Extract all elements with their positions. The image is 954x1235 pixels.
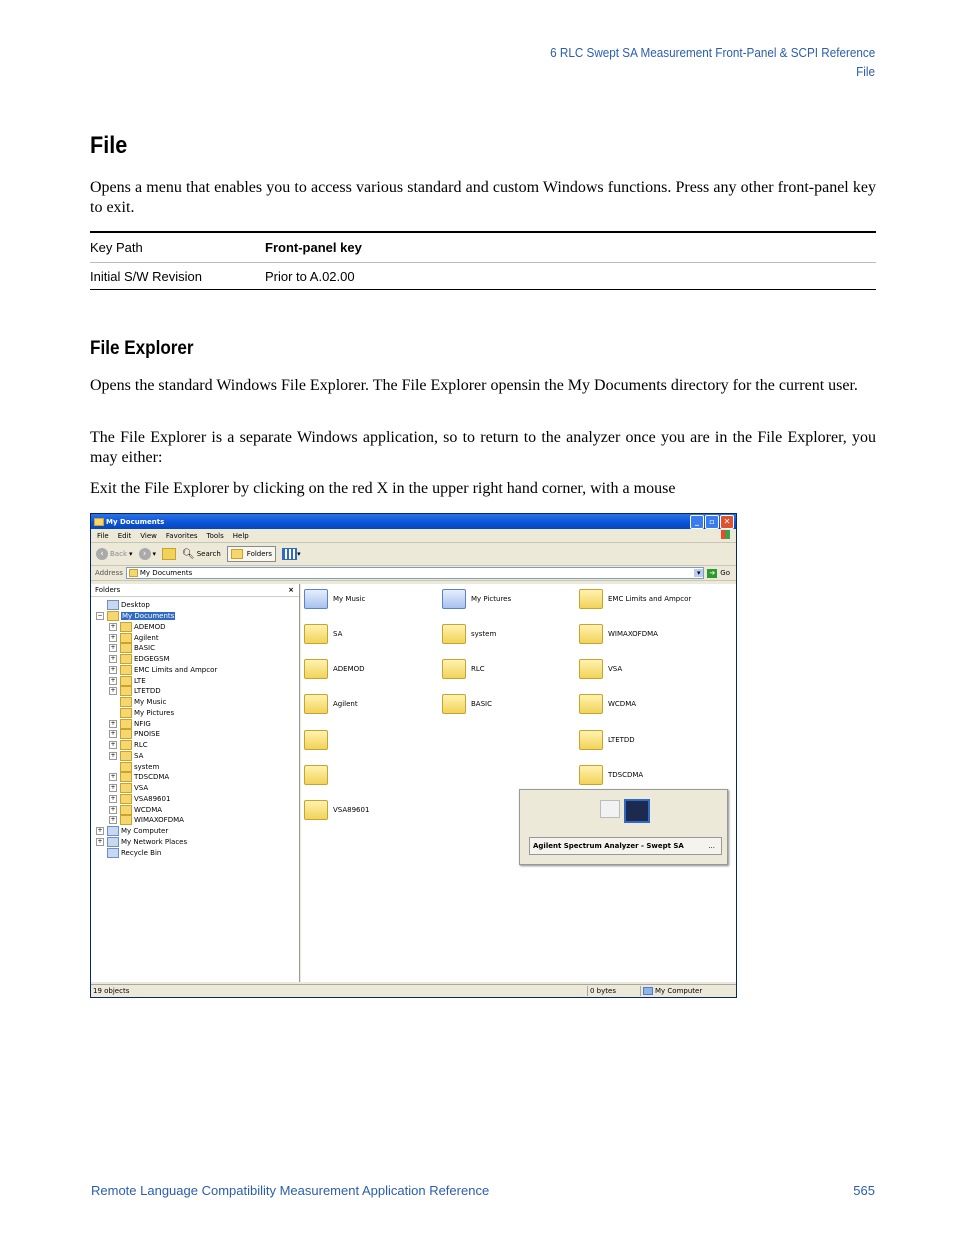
tree-item-label: BASIC (134, 644, 155, 653)
file-list-item-label: ADEMOD (333, 665, 365, 673)
explorer-window (90, 513, 737, 998)
expand-icon[interactable]: + (110, 773, 116, 781)
tree-item[interactable] (91, 622, 299, 633)
paragraph: The File Explorer is a separate Windows application, so to return to the analyzer once you are in the File Explorer, you may either: (90, 429, 876, 466)
footer-title: Remote Language Compatibility Measurement Application Reference (91, 1183, 490, 1198)
file-list-item-label: My Pictures (471, 595, 512, 603)
folders-button[interactable] (227, 546, 276, 562)
expand-icon[interactable]: + (110, 751, 116, 759)
key-table (90, 231, 876, 290)
file-list-item[interactable] (304, 694, 358, 714)
status-location (641, 986, 702, 996)
search-button[interactable] (182, 549, 221, 560)
tree-item-label: My Music (134, 698, 167, 707)
expand-icon[interactable]: + (110, 687, 116, 695)
table-cell-label: Key Path (90, 240, 143, 255)
expand-icon[interactable]: + (110, 676, 116, 684)
folder-icon (129, 569, 138, 577)
paragraph: Exit the File Explorer by clicking on the red X in the upper right hand corner, with a mouse (90, 480, 676, 497)
file-list-item[interactable] (304, 800, 369, 820)
back-arrow-icon: ‹ (96, 548, 108, 560)
spectrum-analyzer-app-icon[interactable] (624, 799, 650, 823)
intro-paragraph: Opens a menu that enables you to access various standard and custom Windows functions. Press any other front-panel key to exit. (90, 179, 876, 216)
minimize-button[interactable]: _ (690, 515, 704, 529)
address-value: My Documents (139, 569, 193, 577)
tree-item-label: Agilent (134, 633, 159, 642)
tree-item-label: WIMAXOFDMA (134, 816, 184, 825)
tree-item[interactable] (91, 718, 299, 729)
folder-icon (120, 794, 132, 804)
tree-item[interactable] (91, 826, 299, 837)
table-row (90, 262, 876, 289)
tree-item-label: LTETDD (134, 687, 161, 696)
tree-item-label: ADEMOD (134, 622, 166, 631)
forward-arrow-icon: › (139, 548, 151, 560)
views-button[interactable] (282, 548, 301, 560)
tree-item-label: EDGEGSM (134, 655, 170, 664)
tree-item[interactable] (91, 643, 299, 654)
tree-item[interactable] (91, 783, 299, 794)
folder-icon (579, 624, 603, 644)
folder-icon (120, 708, 132, 718)
views-icon (282, 548, 297, 560)
file-list-item[interactable] (304, 624, 342, 644)
tree-spacer (96, 601, 104, 609)
collapse-icon[interactable]: − (97, 612, 103, 620)
expand-icon[interactable]: + (110, 730, 116, 738)
file-list-item-label: RLC (471, 665, 485, 673)
tree-item[interactable] (91, 665, 299, 676)
folder-icon (120, 772, 132, 782)
address-bar (91, 566, 736, 581)
folder-icon (120, 762, 132, 772)
file-list-item-label: SA (333, 630, 343, 638)
file-list-item-label: WIMAXOFDMA (608, 630, 658, 638)
tree-item-label: Recycle Bin (121, 848, 162, 857)
file-list-item[interactable] (442, 624, 496, 644)
tree-item[interactable] (91, 761, 299, 772)
folder-icon (120, 622, 132, 632)
expand-icon[interactable]: + (110, 644, 116, 652)
task-switcher-label (529, 837, 722, 855)
tree-item-label: Desktop (121, 601, 150, 610)
folder-icon (304, 730, 328, 750)
tree-item-label: My Pictures (134, 708, 175, 717)
task-switcher (519, 789, 728, 865)
menu-file[interactable]: File (97, 531, 109, 540)
tree-item-label: VSA (134, 784, 149, 793)
tree-item[interactable] (91, 837, 299, 848)
chevron-down-icon: ▾ (297, 550, 301, 558)
folder-icon (579, 589, 603, 609)
tree-item[interactable] (91, 794, 299, 805)
folder-icon (120, 815, 132, 825)
system-icon (107, 600, 119, 610)
my-computer-icon (643, 987, 653, 995)
folder-icon (579, 765, 603, 785)
tree-item[interactable] (91, 751, 299, 762)
file-list-item-label: VSA (608, 665, 623, 673)
folder-icon (120, 729, 132, 739)
expand-icon[interactable]: + (97, 837, 103, 845)
table-cell-label: Initial S/W Revision (90, 268, 202, 284)
folder-icon (120, 643, 132, 653)
address-label: Address (95, 569, 123, 577)
tree-item-label: WCDMA (134, 805, 163, 814)
expand-icon[interactable]: + (97, 827, 103, 835)
expand-icon[interactable]: + (110, 665, 116, 673)
folder-icon (120, 665, 132, 675)
tree-item[interactable] (91, 729, 299, 740)
tree-item-label: PNOISE (134, 730, 160, 739)
chevron-down-icon: ▾ (129, 550, 133, 558)
file-list-item[interactable] (442, 659, 485, 679)
go-label[interactable]: Go (720, 569, 730, 577)
menu-edit[interactable]: Edit (117, 531, 132, 540)
file-list-item[interactable] (442, 694, 492, 714)
tree-item[interactable] (91, 804, 299, 815)
system-icon (107, 848, 119, 858)
expand-icon[interactable]: + (110, 655, 116, 663)
folders-label: Folders (246, 550, 273, 558)
back-label: Back (110, 550, 127, 558)
folder-icon (120, 633, 132, 643)
file-list-item[interactable] (442, 589, 511, 609)
file-list-item[interactable] (579, 730, 635, 750)
windows-logo-icon (721, 530, 730, 539)
folder-icon (107, 611, 119, 621)
tree-spacer (109, 709, 117, 717)
forward-button[interactable] (139, 548, 157, 560)
expand-icon[interactable]: + (110, 719, 116, 727)
close-icon[interactable]: × (288, 586, 294, 594)
running-header-chapter: 6 RLC Swept SA Measurement Front-Panel & SCPI Reference (549, 45, 875, 60)
menu-favorites[interactable]: Favorites (165, 531, 198, 540)
file-list-item[interactable] (579, 624, 658, 644)
table-row (90, 233, 876, 262)
address-input[interactable] (126, 567, 704, 579)
file-list-item[interactable] (579, 765, 643, 785)
page-number: 565 (853, 1183, 875, 1198)
folder-icon (442, 589, 466, 609)
status-bar (91, 984, 736, 997)
paragraph: Opens the standard Windows File Explorer. The File Explorer opensin the My Documents directory for the current user. (90, 377, 858, 394)
file-list-item[interactable] (304, 589, 365, 609)
folders-pane-header (91, 584, 299, 597)
search-icon: 🔍︎ (182, 548, 195, 560)
folder-icon (94, 518, 104, 526)
window-titlebar[interactable] (91, 514, 736, 529)
folder-icon (120, 740, 132, 750)
status-objects: 19 objects (91, 986, 588, 996)
file-list-item[interactable] (579, 589, 691, 609)
chevron-down-icon[interactable]: ▾ (694, 569, 703, 577)
explorer-content (91, 584, 736, 995)
tree-item[interactable] (91, 654, 299, 665)
folders-pane (91, 584, 300, 982)
folder-icon (231, 549, 243, 559)
status-size: 0 bytes (588, 986, 641, 996)
tree-spacer (109, 698, 117, 706)
file-list-item-label: WCDMA (608, 700, 637, 708)
tree-item-label: EMC Limits and Ampcor (134, 665, 218, 674)
table-cell-value: Front-panel key (265, 240, 362, 255)
chevron-down-icon: ▾ (152, 550, 157, 558)
expand-icon[interactable]: + (110, 622, 116, 630)
expand-icon[interactable]: + (110, 784, 116, 792)
file-list-item-label: LTETDD (608, 736, 635, 744)
file-list-pane (301, 584, 736, 982)
file-list-item[interactable] (304, 659, 365, 679)
folder-icon (442, 659, 466, 679)
tree-item-label: My Documents (122, 612, 175, 621)
folders-pane-title: Folders (95, 586, 121, 594)
folder-icon (120, 783, 132, 793)
tree-item-label: system (134, 762, 160, 771)
folder-icon (120, 719, 132, 729)
file-list-item-label: VSA89601 (333, 806, 370, 814)
folder-icon (579, 659, 603, 679)
folder-tree (91, 597, 299, 858)
explorer-app-icon[interactable] (600, 800, 620, 818)
tree-item-label: My Network Places (121, 837, 188, 846)
folder-icon (579, 694, 603, 714)
folder-icon (304, 624, 328, 644)
back-button[interactable] (96, 548, 133, 560)
status-location-label: My Computer (655, 987, 703, 995)
file-list-item-label: EMC Limits and Ampcor (608, 595, 692, 603)
menu-view[interactable]: View (140, 531, 157, 540)
tree-item-label: SA (134, 751, 144, 760)
tree-item[interactable] (91, 740, 299, 751)
folder-icon (120, 686, 132, 696)
task-switcher-more: ... (708, 842, 715, 850)
expand-icon[interactable]: + (110, 741, 116, 749)
tree-item-label: TDSCDMA (134, 773, 170, 782)
file-list-item-label: Agilent (333, 700, 358, 708)
expand-icon[interactable]: + (110, 794, 116, 802)
folder-icon (304, 800, 328, 820)
folder-icon (120, 654, 132, 664)
window-title: My Documents (106, 517, 165, 526)
folder-icon (120, 676, 132, 686)
expand-icon[interactable]: + (110, 816, 116, 824)
tree-item[interactable] (91, 632, 299, 643)
folder-icon (304, 659, 328, 679)
file-list-item-label: BASIC (471, 700, 492, 708)
close-button[interactable]: ✕ (720, 515, 734, 529)
tree-item[interactable] (91, 772, 299, 783)
file-list-item[interactable] (579, 694, 636, 714)
tree-item[interactable] (91, 686, 299, 697)
tree-spacer (109, 763, 117, 771)
folder-icon (120, 751, 132, 761)
tree-item[interactable] (91, 815, 299, 826)
folder-icon (442, 624, 466, 644)
tree-spacer (96, 849, 104, 857)
folder-icon (304, 765, 328, 785)
file-list-item-label: My Music (333, 595, 366, 603)
system-icon (107, 837, 119, 847)
maximize-button[interactable]: ▫ (705, 515, 719, 529)
search-label: Search (196, 550, 221, 558)
file-list-item-label: TDSCDMA (608, 771, 644, 779)
expand-icon[interactable]: + (110, 633, 116, 641)
running-header-section: File (856, 64, 875, 79)
file-list-item-label: system (471, 630, 497, 638)
menu-bar (91, 529, 736, 543)
folder-icon (120, 697, 132, 707)
table-cell-value: Prior to A.02.00 (265, 268, 355, 284)
system-icon (107, 826, 119, 836)
tree-item[interactable] (91, 600, 299, 611)
file-list-item[interactable] (579, 659, 622, 679)
tree-item[interactable] (91, 697, 299, 708)
expand-icon[interactable]: + (110, 805, 116, 813)
tree-item-label: My Computer (121, 827, 169, 836)
tree-item[interactable] (91, 611, 299, 622)
menu-tools[interactable]: Tools (206, 531, 224, 540)
folder-icon (579, 730, 603, 750)
toolbar (91, 543, 736, 566)
go-arrow-icon[interactable]: ➔ (707, 569, 717, 578)
folder-icon (120, 805, 132, 815)
section-heading: File Explorer (90, 338, 194, 359)
tree-item[interactable] (91, 708, 299, 719)
folder-icon (442, 694, 466, 714)
tree-item-label: VSA89601 (134, 794, 171, 803)
tree-item[interactable] (91, 675, 299, 686)
menu-help[interactable]: Help (232, 531, 249, 540)
tree-item[interactable] (91, 847, 299, 858)
up-folder-icon[interactable] (162, 548, 176, 560)
tree-item-label: RLC (134, 741, 148, 750)
page-title: File (90, 132, 128, 159)
tree-item-label: LTE (134, 676, 146, 685)
folder-icon (304, 694, 328, 714)
folder-icon (304, 589, 328, 609)
tree-item-label: NFIG (134, 719, 151, 728)
task-switcher-title: Agilent Spectrum Analyzer - Swept SA (533, 842, 684, 850)
